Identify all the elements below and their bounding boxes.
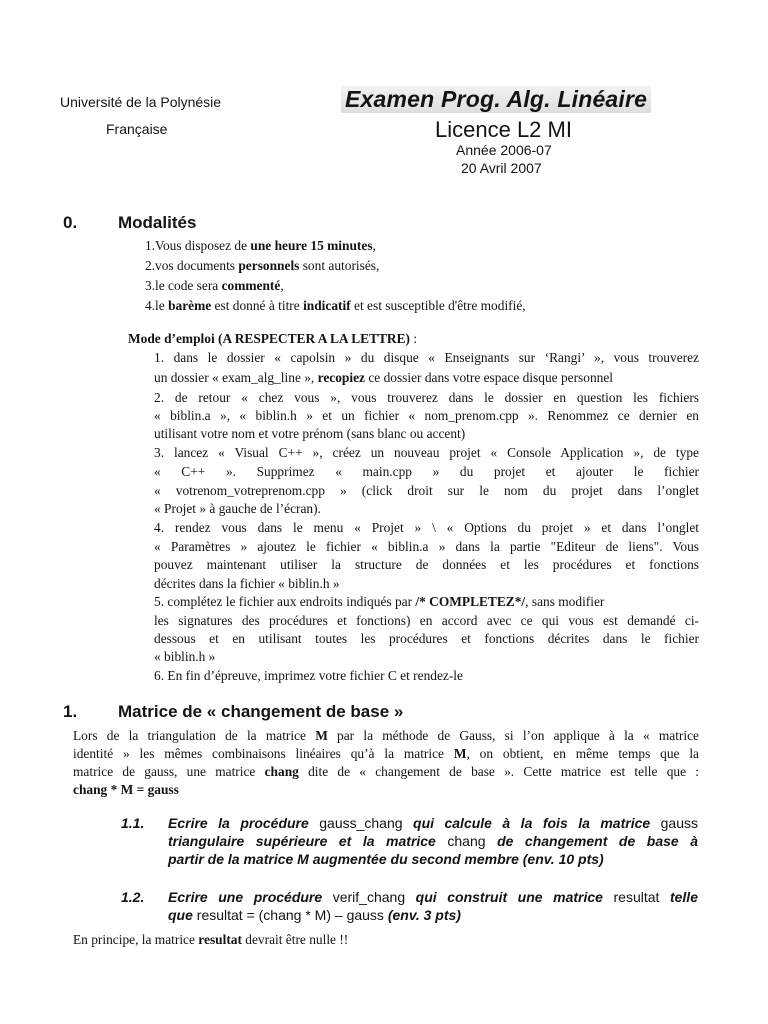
exam-title: Examen Prog. Alg. Linéaire bbox=[341, 86, 651, 113]
question-1-1-line2: triangulaire supérieure et la matrice chang de changement de base à bbox=[168, 833, 698, 849]
modality-item-2: 2.vos documents personnels sont autorisés, bbox=[145, 258, 380, 273]
section1-para-line1: Lors de la triangulation de la matrice M par la méthode de Gauss, si l’on applique à la « matrice bbox=[73, 728, 699, 743]
step6-line1: 6. En fin d’épreuve, imprimez votre fichier C et rendez-le bbox=[154, 668, 463, 683]
section0-title: Modalités bbox=[118, 213, 197, 232]
section1-para-line3: matrice de gauss, une matrice chang dite de « changement de base ». Cette matrice est telle que : bbox=[73, 764, 700, 779]
question-1-1-line3: partir de la matrice M augmentée du second membre (env. 10 pts) bbox=[168, 851, 604, 867]
step4-line2: « Paramètres » ajoutez le fichier « biblin.a » dans la partie "Editeur de liens". Vous bbox=[154, 539, 699, 554]
university-name-line2: Française bbox=[106, 121, 168, 137]
step4-line4: décrites dans la fichier « biblin.h » bbox=[154, 576, 340, 591]
question-1-2-number: 1.2. bbox=[121, 889, 145, 905]
section1-number: 1. bbox=[63, 702, 78, 721]
program-name: Licence L2 MI bbox=[435, 117, 572, 142]
question-1-2-line1: Ecrire une procédure verif_chang qui construit une matrice resultat telle bbox=[168, 889, 698, 905]
step5-line2: les signatures des procédures et fonctions) en accord avec ce qui vous est demandé ci- bbox=[154, 613, 699, 628]
step2-line1: 2. de retour « chez vous », vous trouverez dans le dossier en question les fichiers bbox=[154, 390, 699, 405]
step3-line3: « votrenom_votreprenom.cpp » (click droit sur le nom du projet dans l’onglet bbox=[154, 483, 699, 498]
university-name-line1: Université de la Polynésie bbox=[60, 94, 222, 110]
step1-line2: un dossier « exam_alg_line », recopiez ce dossier dans votre espace disque personnel bbox=[154, 370, 613, 385]
step3-line1: 3. lancez « Visual C++ », créez un nouveau projet « Console Application », de type bbox=[154, 445, 699, 460]
section1-para-line2: identité » les mêmes combinaisons linéaires qu’à la matrice M, on obtient, en même temps que la bbox=[73, 746, 699, 761]
step3-line4: « Projet » à gauche de l’écran). bbox=[154, 501, 321, 516]
step1-line1: 1. dans le dossier « capolsin » du disque « Enseignants sur ‘Rangi’ », vous trouverez bbox=[154, 350, 699, 365]
step5-line3: dessous et en utilisant toutes les procédures et fonctions décrites dans le fichier bbox=[154, 631, 699, 646]
step3-line2: « C++ ». Supprimez « main.cpp » du projet et ajouter le fichier bbox=[154, 464, 699, 479]
mode-emploi-heading: Mode d’emploi (A RESPECTER A LA LETTRE) : bbox=[128, 331, 418, 346]
question-1-2-line2: que resultat = (chang * M) – gauss (env. 3 pts) bbox=[168, 907, 461, 923]
step2-line2: « biblin.a », « biblin.h » et un fichier « nom_prenom.cpp ». Renommez ce dernier en bbox=[154, 408, 699, 423]
section1-title: Matrice de « changement de base » bbox=[118, 702, 404, 721]
step2-line3: utilisant votre nom et votre prénom (sans blanc ou accent) bbox=[154, 426, 466, 441]
modality-item-4: 4.le barème est donné à titre indicatif et est susceptible d'être modifié, bbox=[145, 298, 526, 313]
section1-para-line4: chang * M = gauss bbox=[73, 782, 179, 797]
modality-item-3: 3.le code sera commenté, bbox=[145, 278, 284, 293]
modality-item-1: 1.Vous disposez de une heure 15 minutes, bbox=[145, 238, 376, 253]
step5-line4: « biblin.h » bbox=[154, 649, 216, 664]
question-1-1-number: 1.1. bbox=[121, 815, 145, 831]
step5-line1: 5. complétez le fichier aux endroits indiqués par /* COMPLETEZ*/, sans modifier bbox=[154, 594, 605, 609]
section0-number: 0. bbox=[63, 213, 78, 232]
step4-line3: pouvez maintenant utiliser la structure de données et les procédures et fonctions bbox=[154, 557, 699, 572]
exam-date: 20 Avril 2007 bbox=[461, 160, 542, 176]
academic-year: Année 2006-07 bbox=[456, 142, 552, 158]
conclusion-line: En principe, la matrice resultat devrait être nulle !! bbox=[73, 932, 349, 947]
step4-line1: 4. rendez vous dans le menu « Projet » \ « Options du projet » et dans l’onglet bbox=[154, 520, 699, 535]
question-1-1-line1: Ecrire la procédure gauss_chang qui calcule à la fois la matrice gauss bbox=[168, 815, 698, 831]
